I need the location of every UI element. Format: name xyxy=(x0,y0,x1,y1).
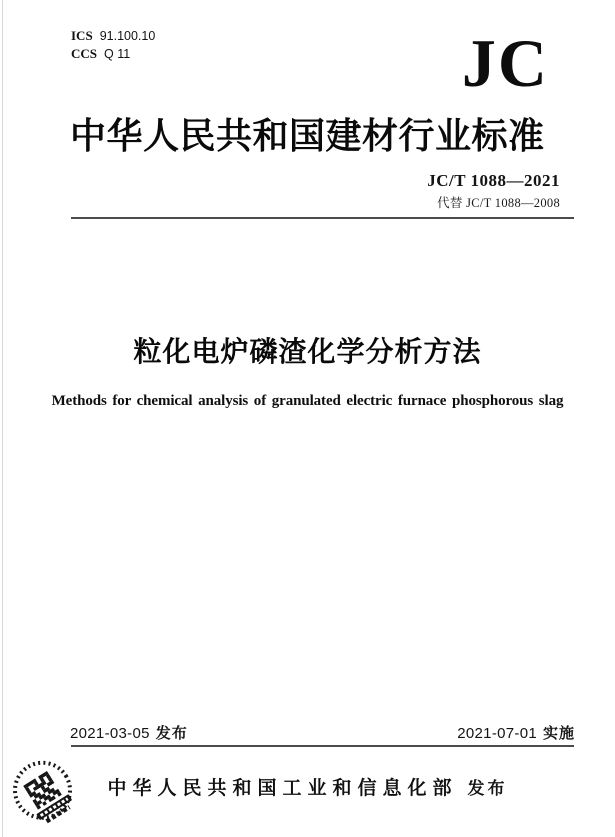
ics-value: 91.100.10 xyxy=(99,29,156,43)
standard-number: JC/T 1088—2021 xyxy=(427,171,560,190)
jc-standard-logo: JC xyxy=(461,25,549,101)
issuer-name: 中华人民共和国工业和信息化部 xyxy=(107,778,458,799)
implement-label: 实施 xyxy=(542,725,575,742)
document-title-en: Methods for chemical analysis of granulated electric furnace phosphorous slag xyxy=(51,393,564,409)
dates-row xyxy=(70,722,575,743)
document-title-zh: 粒化电炉磷渣化学分析方法 xyxy=(133,336,482,367)
ics-code-line xyxy=(71,27,155,45)
publish-label: 发布 xyxy=(467,779,508,798)
classification-codes xyxy=(71,27,155,63)
footer-rule xyxy=(71,745,574,747)
ics-label: ICS xyxy=(71,28,93,43)
ccs-code-line xyxy=(71,45,155,63)
ccs-label: CCS xyxy=(71,46,98,61)
standard-category-title: 中华人民共和国建材行业标准 xyxy=(70,116,545,156)
issue-date: 2021-03-05 xyxy=(70,725,150,742)
replaces-note: 代替 JC/T 1088—2008 xyxy=(437,196,560,210)
standard-number-block xyxy=(427,171,560,211)
implement-date: 2021-07-01 xyxy=(457,725,537,742)
ccs-value: Q 11 xyxy=(104,47,131,61)
issuer-line xyxy=(0,773,615,800)
anti-counterfeit-qr-stamp-icon xyxy=(4,756,88,836)
implement-date-line xyxy=(457,722,575,743)
header-rule xyxy=(71,217,574,219)
issue-date-line xyxy=(70,722,188,743)
issue-label: 发布 xyxy=(155,725,188,742)
scan-edge-line xyxy=(2,0,3,837)
